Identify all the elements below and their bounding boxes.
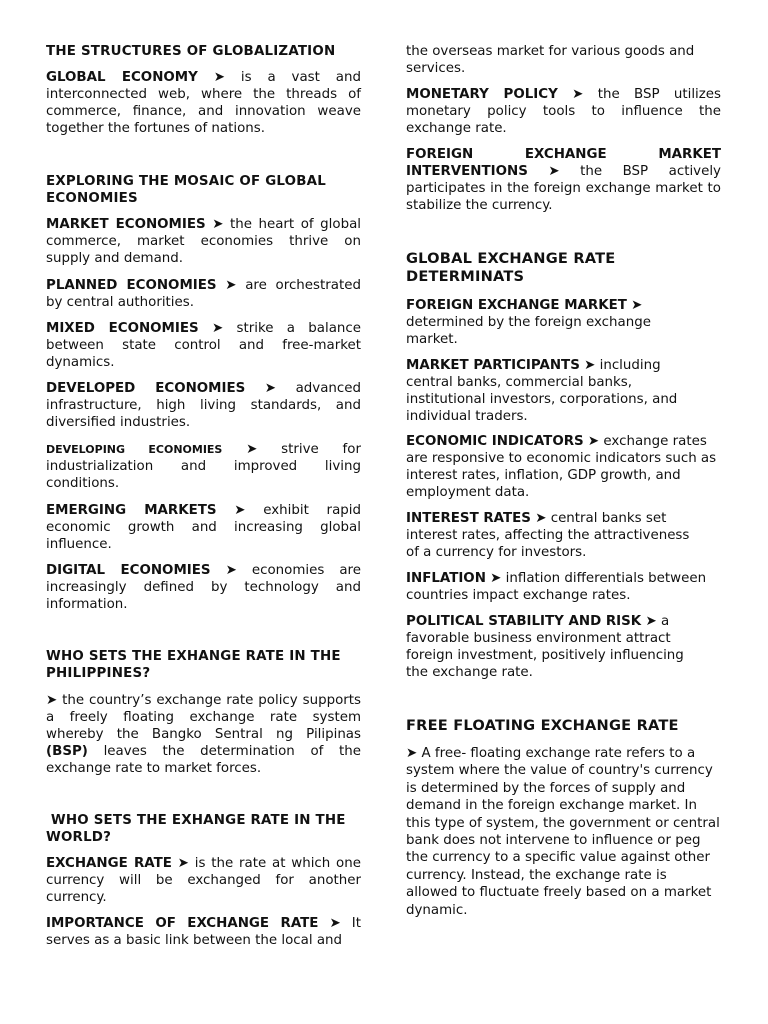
list-item bbox=[406, 357, 706, 425]
arrow-icon: ➤ bbox=[225, 563, 237, 578]
arrow-icon: ➤ bbox=[572, 87, 584, 102]
arrow-icon: ➤ bbox=[406, 746, 418, 761]
list-item bbox=[46, 380, 361, 431]
term: MIXED ECONOMIES bbox=[46, 321, 199, 336]
list-item bbox=[406, 433, 721, 501]
arrow-icon: ➤ bbox=[234, 503, 246, 518]
list-item bbox=[46, 216, 361, 267]
arrow-icon: ➤ bbox=[535, 511, 547, 526]
arrow-icon: ➤ bbox=[645, 614, 657, 629]
section-heading-mosaic: EXPLORING THE MOSAIC OF GLOBAL ECONOMIES bbox=[46, 174, 326, 206]
section-heading-world: WHO SETS THE EXHANGE RATE IN THE WORLD? bbox=[46, 813, 351, 845]
term: IMPORTANCE OF EXCHANGE RATE bbox=[46, 916, 319, 931]
term: FOREIGN EXCHANGE MARKET INTERVENTIONS bbox=[406, 147, 721, 179]
global-economy-paragraph bbox=[46, 69, 361, 137]
list-item bbox=[406, 613, 706, 681]
floating-paragraph bbox=[406, 745, 721, 919]
exchange-rate-paragraph bbox=[46, 855, 361, 906]
definition: the heart of global commerce, market economies thrive on supply and demand. bbox=[46, 217, 361, 266]
term: PLANNED ECONOMIES bbox=[46, 278, 217, 293]
arrow-icon: ➤ bbox=[490, 571, 502, 586]
arrow-icon: ➤ bbox=[246, 442, 258, 457]
arrow-icon: ➤ bbox=[329, 916, 341, 931]
definition: inflation differentials between countries impact exchange rates. bbox=[406, 571, 707, 603]
term: ECONOMIC INDICATORS bbox=[406, 434, 584, 449]
definition: is the rate at which one currency will be exchanged for another currency. bbox=[46, 856, 361, 905]
term: DEVELOPING ECONOMIES bbox=[46, 443, 223, 456]
list-item bbox=[406, 570, 721, 604]
list-item bbox=[46, 502, 361, 553]
arrow-icon: ➤ bbox=[587, 434, 600, 449]
term: EXCHANGE RATE bbox=[46, 856, 172, 871]
list-item bbox=[46, 277, 361, 311]
list-item bbox=[46, 562, 361, 613]
definition: exchange rates are responsive to economic indicators such as interest rates, inflation, GDP growth, and employment data. bbox=[406, 434, 717, 500]
section-heading-philippines: WHO SETS THE EXHANGE RATE IN THE PHILIPPINES? bbox=[46, 649, 341, 681]
document-title: THE STRUCTURES OF GLOBALIZATION bbox=[46, 44, 336, 59]
definition: exhibit rapid economic growth and increasing global influence. bbox=[46, 503, 361, 552]
term: EMERGING MARKETS bbox=[46, 503, 217, 518]
section-heading-floating: FREE FLOATING EXCHANGE RATE bbox=[406, 717, 679, 734]
arrow-icon: ➤ bbox=[213, 70, 225, 85]
arrow-icon: ➤ bbox=[211, 321, 224, 336]
arrow-icon: ➤ bbox=[584, 358, 596, 373]
list-item bbox=[406, 297, 706, 348]
paragraph-text: A free- floating exchange rate refers to a system where the value of country's currency is determined by the forces of supply and demand in the foreign exchange market. In this type of system, the government or central bank does not intervene to influence or peg the currency to a specific value against other currency. Instead, the exchange rate is allowed to fluctuate freely based on a market dynamic. bbox=[406, 746, 720, 918]
list-item bbox=[46, 441, 361, 492]
monetary-policy-paragraph bbox=[406, 86, 721, 137]
definition: strike a balance between state control and free-market dynamics. bbox=[46, 321, 362, 370]
term: MARKET ECONOMIES bbox=[46, 217, 206, 232]
continuation-text: the overseas market for various goods and services. bbox=[406, 44, 695, 76]
term: DIGITAL ECONOMIES bbox=[46, 563, 211, 578]
arrow-icon: ➤ bbox=[225, 278, 237, 293]
arrow-icon: ➤ bbox=[177, 856, 189, 871]
definition: determined by the foreign exchange market. bbox=[406, 315, 651, 347]
definition: It serves as a basic link between the local and bbox=[46, 916, 361, 948]
definition: including central banks, commercial banks, institutional investors, corporations, and individual traders. bbox=[406, 358, 678, 424]
philippines-paragraph bbox=[46, 692, 361, 777]
list-item bbox=[406, 510, 706, 561]
arrow-icon: ➤ bbox=[631, 298, 643, 313]
fx-interventions-paragraph bbox=[406, 146, 721, 214]
definition: central banks set interest rates, affecting the attractiveness of a currency for investors. bbox=[406, 511, 690, 560]
definition: advanced infrastructure, high living standards, and diversified industries. bbox=[46, 381, 361, 430]
term: MARKET PARTICIPANTS bbox=[406, 358, 580, 373]
paragraph-text: leaves the determination of the exchange rate to market forces. bbox=[46, 744, 361, 776]
definition: a favorable business environment attract foreign investment, positively influencing the exchange rate. bbox=[406, 614, 684, 680]
list-item bbox=[46, 320, 361, 371]
term: INTEREST RATES bbox=[406, 511, 531, 526]
term: DEVELOPED ECONOMIES bbox=[46, 381, 246, 396]
arrow-icon: ➤ bbox=[264, 381, 277, 396]
paragraph-text: the country’s exchange rate policy supports a freely floating exchange rate system whereby the Bangko Sentral ng Pilipinas bbox=[46, 693, 361, 742]
definition: strive for industrialization and improved living conditions. bbox=[46, 442, 361, 491]
importance-paragraph bbox=[46, 915, 361, 949]
term: MONETARY POLICY bbox=[406, 87, 558, 102]
definition: the BSP actively participates in the foreign exchange market to stabilize the currency. bbox=[406, 164, 721, 213]
definition: is a vast and interconnected web, where the threads of commerce, finance, and innovation weave together the fortunes of nations. bbox=[46, 70, 361, 136]
term: FOREIGN EXCHANGE MARKET bbox=[406, 298, 627, 313]
term: POLITICAL STABILITY AND RISK bbox=[406, 614, 642, 629]
section-heading-determinants: GLOBAL EXCHANGE RATE DETERMINATS bbox=[406, 250, 616, 285]
definition: are orchestrated by central authorities. bbox=[46, 278, 361, 310]
arrow-icon: ➤ bbox=[548, 164, 560, 179]
arrow-icon: ➤ bbox=[212, 217, 224, 232]
term: GLOBAL ECONOMY bbox=[46, 70, 198, 85]
definition: the BSP utilizes monetary policy tools to influence the exchange rate. bbox=[406, 87, 722, 136]
arrow-icon: ➤ bbox=[46, 693, 58, 708]
bsp-abbreviation: (BSP) bbox=[46, 744, 88, 759]
term: INFLATION bbox=[406, 571, 486, 586]
definition: economies are increasingly defined by technology and information. bbox=[46, 563, 361, 612]
